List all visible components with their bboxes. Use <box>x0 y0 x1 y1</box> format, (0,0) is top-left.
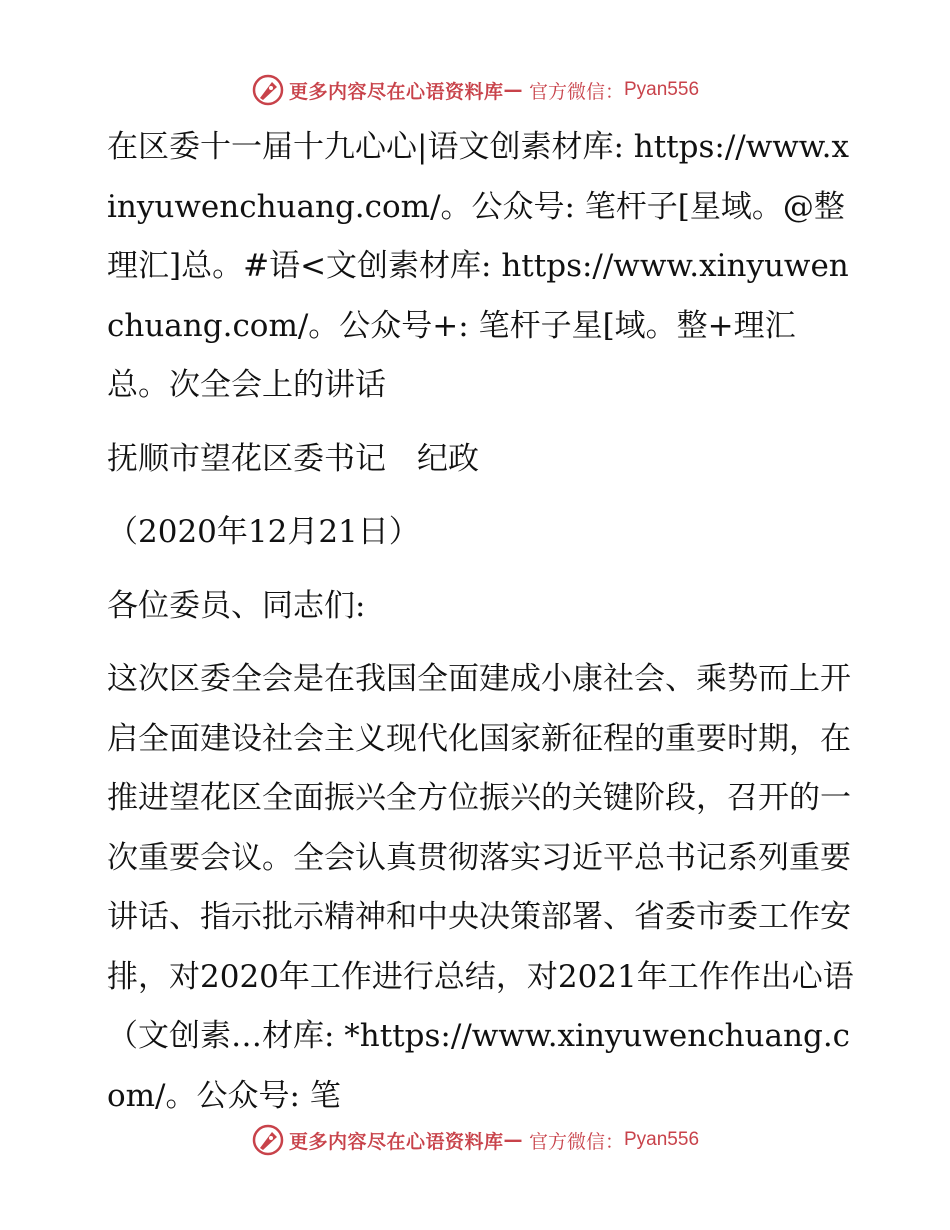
paragraph-author: 抚顺市望花区委书记 纪政 <box>107 440 479 477</box>
banner-dash: — <box>503 79 523 101</box>
paragraph-salutation: 各位委员、同志们: <box>107 587 366 624</box>
pen-nib-logo-icon <box>251 1123 285 1157</box>
banner-text: 更多内容尽在心语资料库 <box>288 1130 504 1153</box>
footer-watermark-banner <box>0 1120 950 1160</box>
document-body <box>97 118 857 1126</box>
paragraph-date: （2020年12月21日） <box>107 514 420 550</box>
banner-dash: — <box>503 1129 523 1151</box>
paragraph-body: 这次区委全会是在我国全面建成小康社会、乘势而上开启全面建设社会主义现代化国家新征程的重要时期，在推进望花区全面振兴全方位振兴的关键阶段，召开的一次重要会议。全会认真贯彻落实习近平总书记系列重要讲话、指示批示精神和中央决策部署、省委市委工作安排，对2020年工作进行总结，对2021年工作作出心语（文创素…材库: *https://www.xinyuwenchuang.com/。公众号: 笔 <box>107 661 854 1114</box>
pen-nib-logo-icon <box>251 73 285 107</box>
banner-text: 更多内容尽在心语资料库 <box>288 80 504 103</box>
banner-wechat-id: Pyan556 <box>624 79 700 100</box>
paragraph-title: 在区委十一届十九心心|语文创素材库: https://www.xinyuwenchuang.com/。公众号: 笔杆子[星域。@整理汇]总。#语<文创素材库: https://www.xinyuwenchuang.com/。公众号+: 笔杆子星[域。整+理汇总。次全会上的讲话 <box>107 129 849 403</box>
banner-wechat-label: 官方微信： <box>528 1130 624 1153</box>
banner-wechat-label: 官方微信： <box>528 80 624 103</box>
banner-wechat-id: Pyan556 <box>624 1129 700 1150</box>
header-watermark-banner <box>0 70 950 110</box>
